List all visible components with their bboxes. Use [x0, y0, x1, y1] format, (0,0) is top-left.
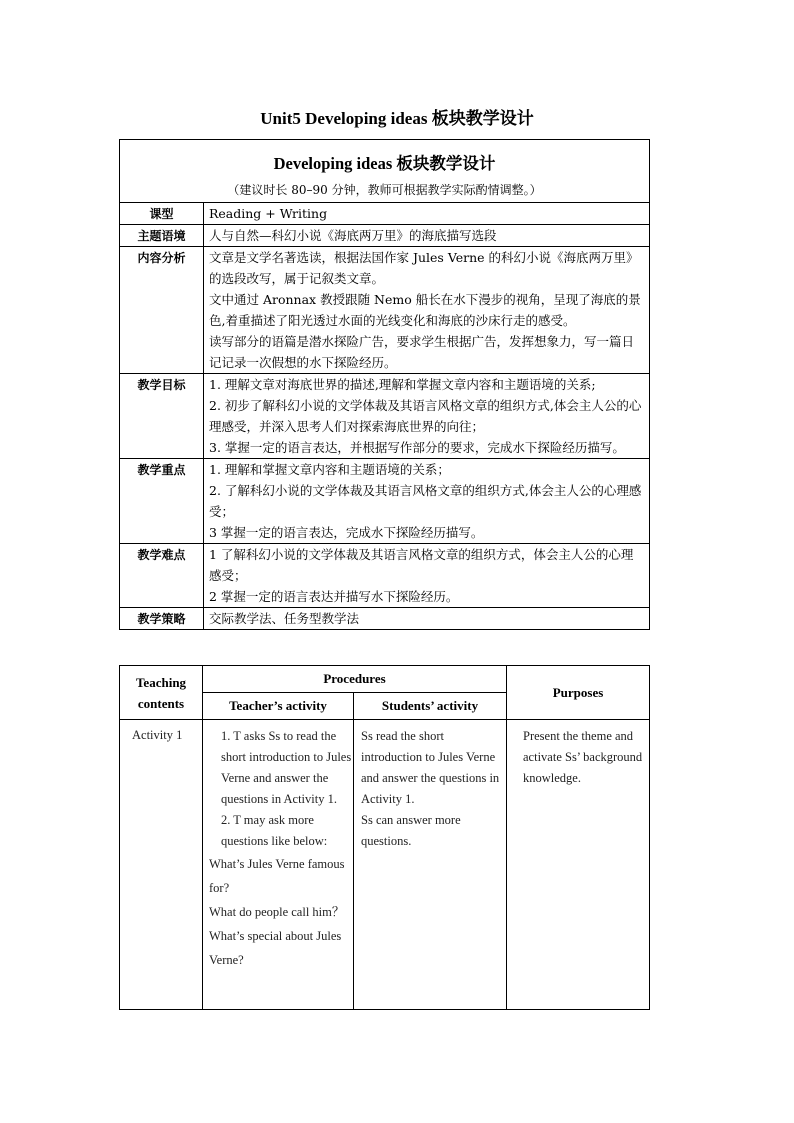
- row-value: [204, 608, 650, 630]
- row-label: 主题语境: [120, 225, 204, 247]
- info-table-title: Developing ideas 板块教学设计: [273, 154, 496, 173]
- info-row-content-analysis: [120, 247, 650, 374]
- header-students-activity: Students’ activity: [354, 693, 507, 720]
- purpose-cell: [507, 720, 650, 1010]
- row-label: 教学目标: [120, 374, 204, 459]
- teacher-activity-cell: [203, 720, 354, 1010]
- row-value: [204, 203, 650, 225]
- info-table-subtitle: （建议时长 80–90 分钟，教师可根据教学实际酌情调整。）: [227, 183, 542, 197]
- value-line: 交际教学法、任务型教学法: [209, 611, 360, 626]
- info-header-cell: [120, 140, 650, 203]
- row-label: 内容分析: [120, 247, 204, 374]
- row-label: 教学难点: [120, 544, 204, 608]
- row-value: [204, 225, 650, 247]
- procedures-header-row: [120, 666, 650, 693]
- teacher-question: What’s special about Jules Verne?: [209, 929, 342, 967]
- info-row-theme: [120, 225, 650, 247]
- value-line: 1 了解科幻小说的文学体裁及其语言风格文章的组织方式，体会主人公的心理感受；: [209, 547, 634, 583]
- header-purposes: Purposes: [507, 666, 650, 720]
- page-title: Unit5 Developing ideas 板块教学设计: [260, 109, 534, 128]
- info-row-lesson-type: [120, 203, 650, 225]
- info-header-row: [120, 140, 650, 203]
- value-line: 1. 理解文章对海底世界的描述,理解和掌握文章内容和主题语境的关系;: [209, 377, 596, 392]
- info-row-difficulties: [120, 544, 650, 608]
- student-activity-line: Ss can answer more questions.: [361, 813, 461, 848]
- teacher-step: 2. T may ask more questions like below:: [221, 813, 328, 848]
- value-line: 2. 初步了解科幻小说的文学体裁及其语言风格文章的组织方式,体会主人公的心理感受，并深入思考人们对探索海底世界的向往；: [209, 398, 642, 434]
- row-label: 教学策略: [120, 608, 204, 630]
- header-teachers-activity: Teacher’s activity: [203, 693, 354, 720]
- activity-row: [120, 720, 650, 1010]
- value-line: 读写部分的语篇是潜水探险广告，要求学生根据广告，发挥想象力，写一篇日记记录一次假想的水下探险经历。: [209, 334, 635, 370]
- value-line: 2 掌握一定的语言表达并描写水下探险经历。: [209, 589, 459, 604]
- teacher-question: What’s Jules Verne famous for?: [209, 857, 345, 895]
- row-value: [204, 374, 650, 459]
- teacher-step: 1. T asks Ss to read the short introduction to Jules Verne and answer the questions in Activity 1.: [221, 729, 352, 806]
- row-value: [204, 544, 650, 608]
- info-row-strategies: [120, 608, 650, 630]
- header-teaching-contents: Teaching contents: [120, 666, 203, 720]
- info-row-key-points: [120, 459, 650, 544]
- value-line: 1. 理解和掌握文章内容和主题语境的关系；: [209, 462, 450, 477]
- purpose-text: Present the theme and activate Ss’ background knowledge.: [523, 729, 643, 785]
- header-procedures: Procedures: [203, 666, 507, 693]
- procedures-table: [119, 665, 650, 1010]
- row-value: [204, 459, 650, 544]
- value-line: 文中通过 Aronnax 教授跟随 Nemo 船长在水下漫步的视角，呈现了海底的景色,着重描述了阳光透过水面的光线变化和海底的沙床行走的感受。: [209, 292, 641, 328]
- row-value: [204, 247, 650, 374]
- row-label: 教学重点: [120, 459, 204, 544]
- value-line: 3 掌握一定的语言表达，完成水下探险经历描写。: [209, 525, 484, 540]
- lesson-info-table: [119, 139, 650, 630]
- teacher-question: What do people call him？: [209, 905, 345, 919]
- value-line: 2. 了解科幻小说的文学体裁及其语言风格文章的组织方式,体会主人公的心理感受；: [209, 483, 642, 519]
- info-row-objectives: [120, 374, 650, 459]
- value-line: 3. 掌握一定的语言表达，并根据写作部分的要求，完成水下探险经历描写。: [209, 440, 625, 455]
- student-activity-line: Ss read the short introduction to Jules Verne and answer the questions in Activity 1.: [361, 729, 500, 806]
- activity-label: Activity 1: [120, 720, 203, 1010]
- value-line: Reading + Writing: [209, 206, 328, 221]
- value-line: 人与自然—科幻小说《海底两万里》的海底描写选段: [209, 228, 497, 243]
- row-label: 课型: [120, 203, 204, 225]
- student-activity-cell: [354, 720, 507, 1010]
- value-line: 文章是文学名著选读，根据法国作家 Jules Verne 的科幻小说《海底两万里》的选段改写，属于记叙类文章。: [209, 250, 639, 286]
